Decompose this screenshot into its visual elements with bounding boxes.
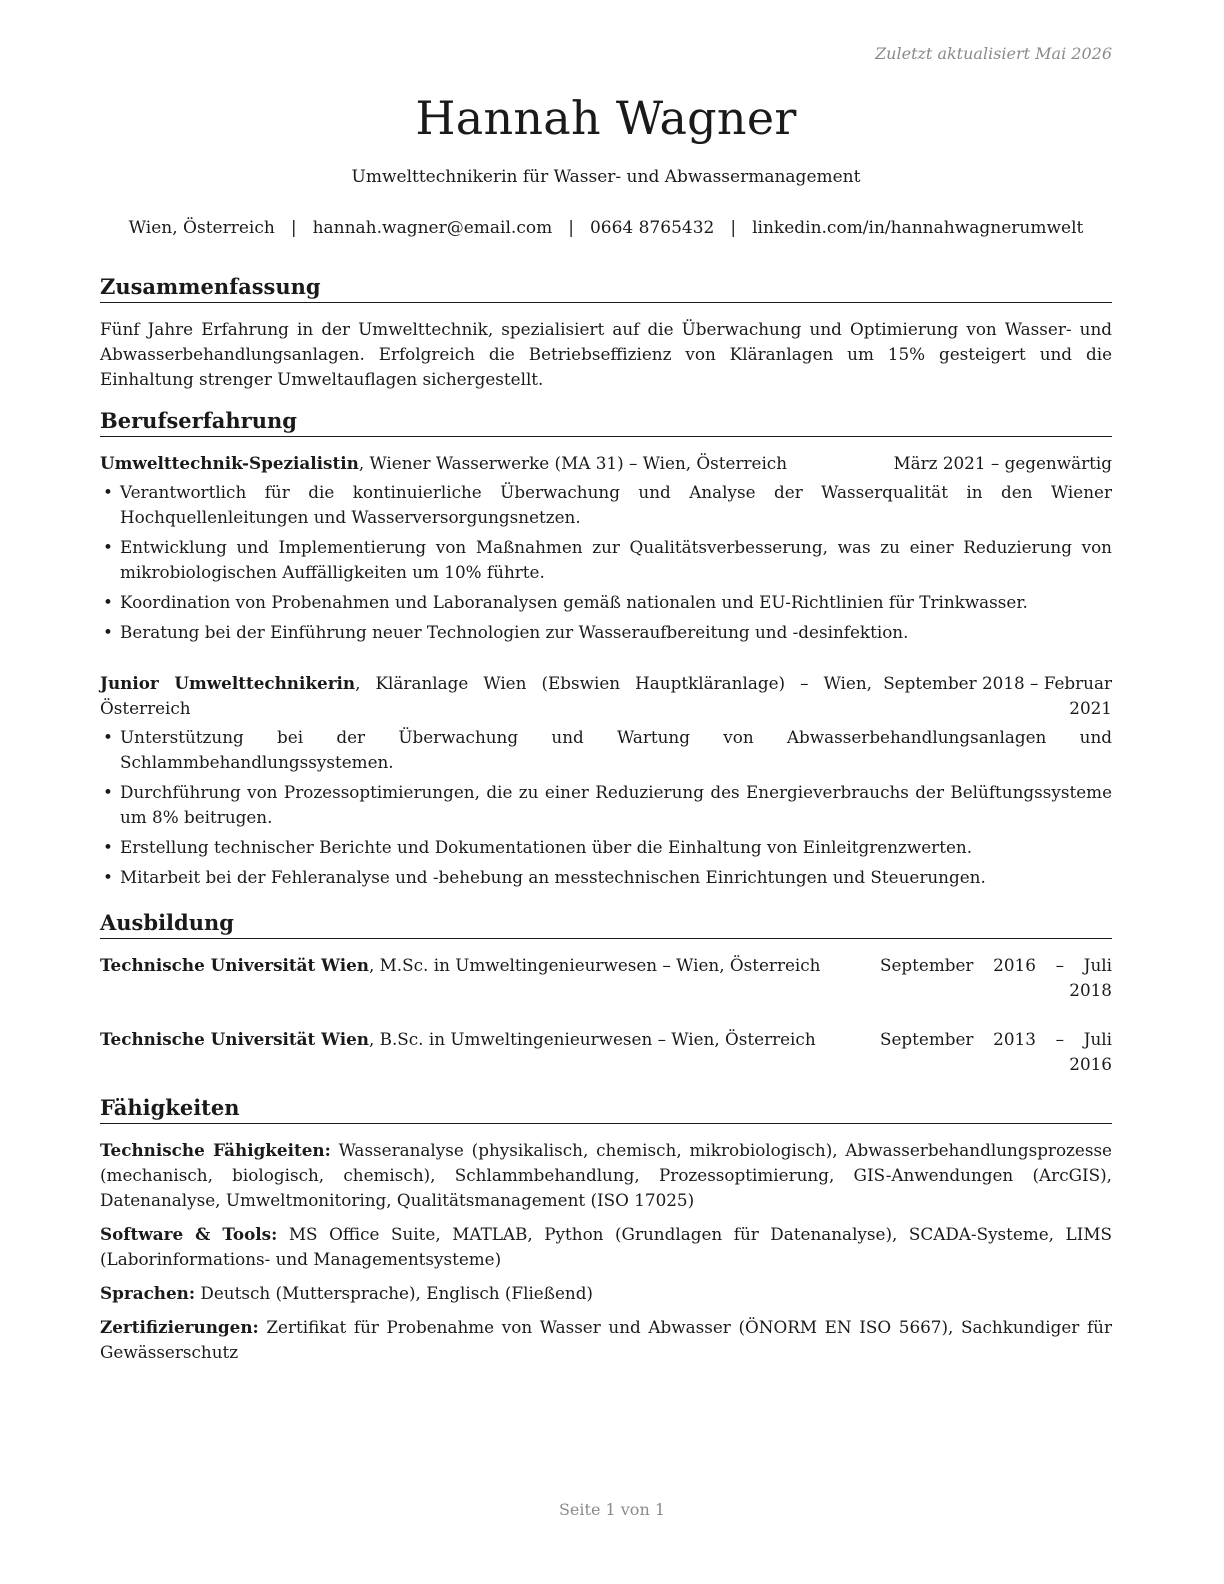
job-role: Umwelttechnik-Spezialistin — [100, 453, 359, 473]
candidate-title: Umwelttechnikerin für Wasser- und Abwassermanagement — [351, 167, 861, 187]
job-header — [100, 671, 1112, 721]
contact-separator: | — [290, 218, 297, 238]
skill-text: Deutsch (Muttersprache), Englisch (Fließend) — [195, 1283, 593, 1303]
bullet-item: • Durchführung von Prozessoptimierungen, die zu einer Reduzierung des Energieverbrauchs der Belüftungssysteme um 8% beitrugen. — [100, 780, 1112, 830]
last-updated-note: Zuletzt aktualisiert Mai 2026 — [875, 44, 1112, 63]
job-company: , Wiener Wasserwerke (MA 31) – Wien, Österreich — [358, 453, 788, 473]
contact-location: Wien, Österreich — [128, 218, 275, 238]
education-dates: September 2013 – Juli 2016 — [880, 1029, 1112, 1074]
job-role: Junior Umwelttechnikerin — [100, 673, 356, 693]
education-section — [100, 910, 1112, 1077]
skill-label: Sprachen: — [100, 1283, 196, 1303]
section-title-experience: Berufserfahrung — [100, 408, 1112, 437]
job-dates: März 2021 – gegenwärtig — [893, 453, 1112, 473]
skill-item — [100, 1281, 1112, 1306]
education-degree: , B.Sc. in Umweltingenieurwesen – Wien, Österreich — [368, 1029, 816, 1049]
bullet-item: • Entwicklung und Implementierung von Maßnahmen zur Qualitätsverbesserung, was zu einer Reduzierung von mikrobiologischen Auffälligkeiten um 10% führte. — [100, 535, 1112, 585]
skill-item — [100, 1138, 1112, 1213]
contact-separator: | — [568, 218, 574, 238]
summary-section — [100, 274, 1112, 392]
job-entry — [100, 671, 1112, 890]
job-entry — [100, 451, 1112, 645]
section-title-summary: Zusammenfassung — [100, 274, 1112, 303]
job-bullets — [100, 480, 1112, 645]
skill-item — [100, 1222, 1112, 1272]
bullet-item: • Beratung bei der Einführung neuer Technologien zur Wasseraufbereitung und -desinfektion. — [100, 620, 1112, 645]
job-bullets — [100, 725, 1112, 890]
bullet-item: • Erstellung technischer Berichte und Dokumentationen über die Einhaltung von Einleitgrenzwerten. — [100, 835, 1112, 860]
bullet-item: • Verantwortlich für die kontinuierliche Überwachung und Analyse der Wasserqualität in den Wiener Hochquellenleitungen und Wasserversorgungsnetzen. — [100, 480, 1112, 530]
contact-separator: | — [730, 218, 737, 238]
summary-text: Fünf Jahre Erfahrung in der Umwelttechnik, spezialisiert auf die Überwachung und Optimierung von Wasser- und Abwasserbehandlungsanlagen. Erfolgreich die Betriebseffizienz von Kläranlagen um 15% gesteigert und die Einhaltung strenger Umweltauflagen sichergestellt. — [100, 319, 1112, 389]
education-entry — [100, 953, 1112, 1003]
job-dates: September 2018 – Februar 2021 — [883, 673, 1112, 718]
education-entry — [100, 1027, 1112, 1077]
section-title-skills: Fähigkeiten — [100, 1095, 1112, 1124]
skill-label: Software & Tools: — [100, 1224, 278, 1244]
bullet-item: • Koordination von Probenahmen und Laboranalysen gemäß nationalen und EU-Richtlinien für Trinkwasser. — [100, 590, 1112, 615]
contact-linkedin[interactable]: linkedin.com/in/hannahwagnerumwelt — [752, 218, 1084, 238]
experience-section — [100, 408, 1112, 890]
education-school: Technische Universität Wien — [100, 1029, 369, 1049]
education-degree: , M.Sc. in Umweltingenieurwesen – Wien, Österreich — [368, 955, 821, 975]
bullet-item: • Mitarbeit bei der Fehleranalyse und -behebung an messtechnischen Einrichtungen und Steuerungen. — [100, 865, 1112, 890]
skill-label: Technische Fähigkeiten: — [100, 1140, 331, 1160]
contact-phone[interactable]: 0664 8765432 — [589, 218, 715, 238]
skill-text: Zertifikat für Probenahme von Wasser und Abwasser (ÖNORM EN ISO 5667), Sachkundiger für Gewässerschutz — [100, 1317, 1112, 1362]
skill-text: Wasseranalyse (physikalisch, chemisch, mikrobiologisch), Abwasserbehandlungsprozesse (mechanisch, biologisch, chemisch), Schlammbehandlung, Prozessoptimierung, GIS-Anwendungen (ArcGIS), Datenanalyse, Umweltmonitoring, Qualitätsmanagement (ISO 17025) — [100, 1140, 1112, 1210]
skill-item — [100, 1315, 1112, 1365]
contact-email[interactable]: hannah.wagner@email.com — [312, 218, 553, 238]
skill-label: Zertifizierungen: — [100, 1317, 259, 1337]
skill-text: MS Office Suite, MATLAB, Python (Grundlagen für Datenanalyse), SCADA-Systeme, LIMS (Laborinformations- und Managementsysteme) — [100, 1224, 1112, 1269]
job-company: , Kläranlage Wien (Ebswien Hauptkläranlage) – Wien, Österreich — [100, 673, 872, 718]
candidate-name: Hannah Wagner — [415, 91, 797, 145]
education-dates: September 2016 – Juli 2018 — [880, 955, 1112, 1000]
section-title-education: Ausbildung — [100, 910, 1112, 939]
job-header — [100, 451, 1112, 476]
skills-section — [100, 1095, 1112, 1365]
page-number: Seite 1 von 1 — [558, 1500, 666, 1519]
contact-line — [100, 216, 1112, 240]
bullet-item: • Unterstützung bei der Überwachung und Wartung von Abwasserbehandlungsanlagen und Schlammbehandlungssystemen. — [100, 725, 1112, 775]
education-school: Technische Universität Wien — [100, 955, 369, 975]
resume-body — [100, 86, 1112, 1365]
